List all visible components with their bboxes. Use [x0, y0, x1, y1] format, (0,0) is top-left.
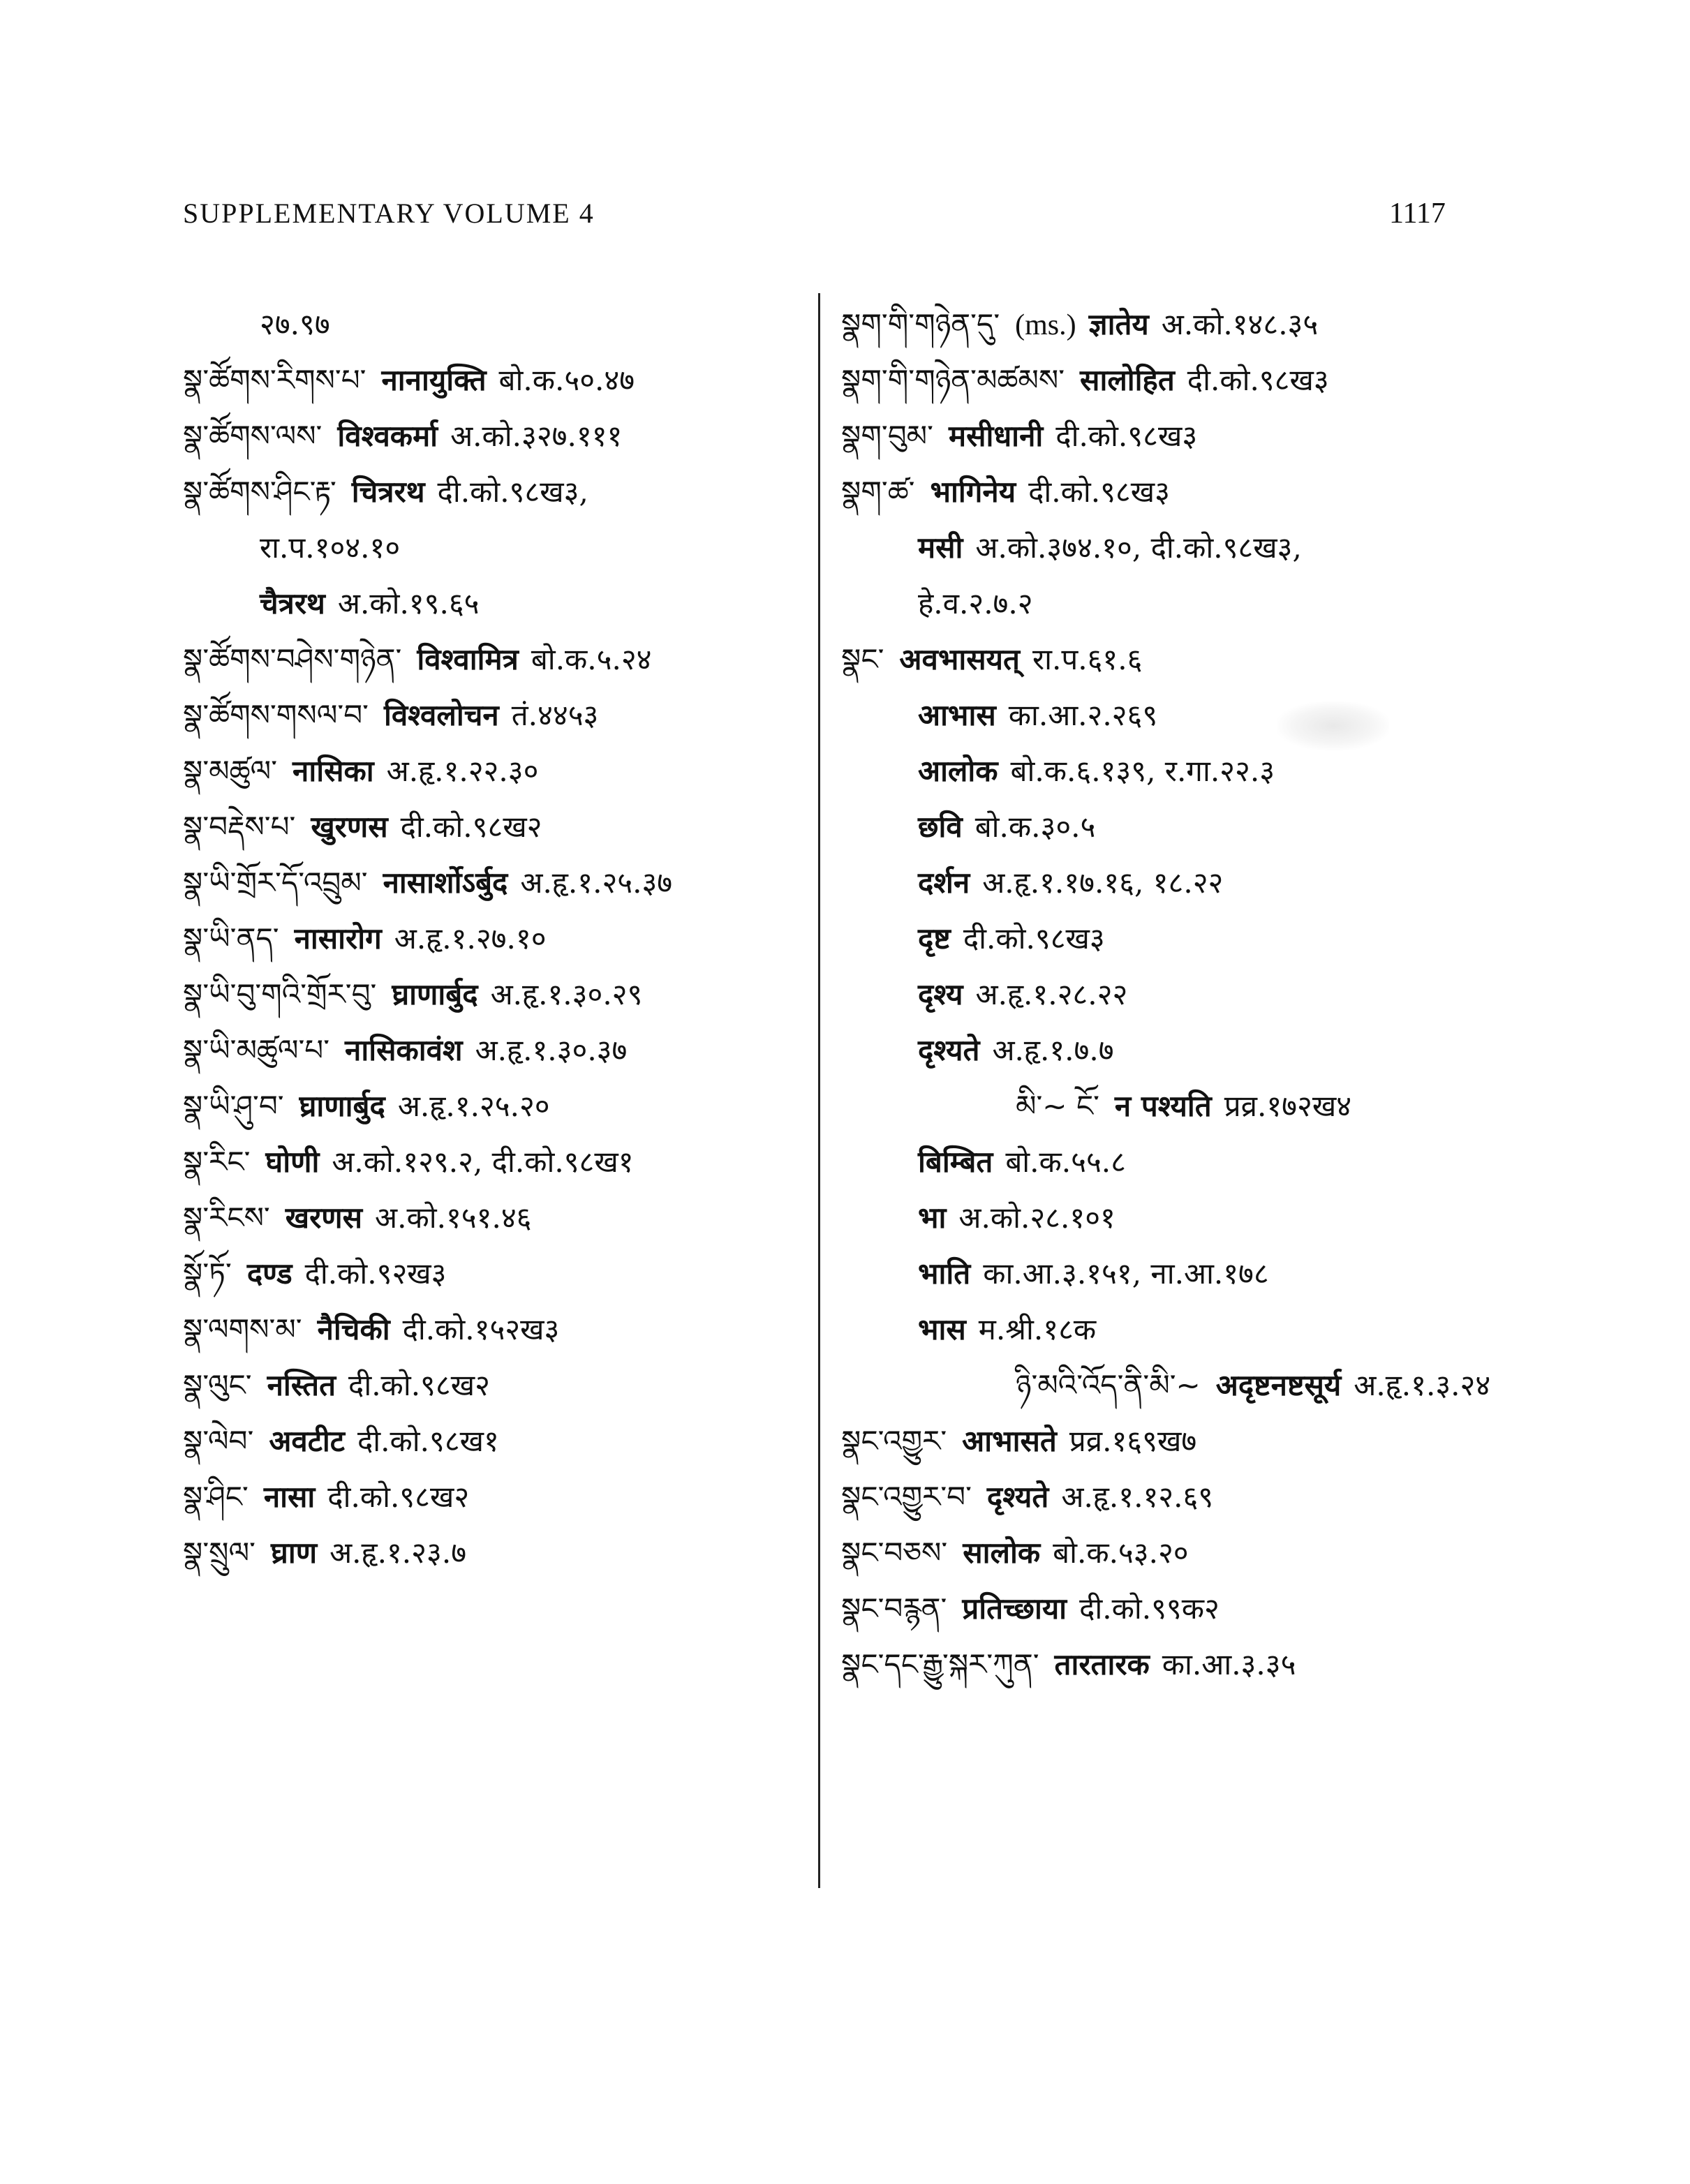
- running-header: SUPPLEMENTARY VOLUME 4: [183, 198, 595, 229]
- tibetan-headword: སྣ་ཚོགས་རིགས་པ་: [183, 363, 366, 397]
- sanskrit-equivalent: तारतारक: [1054, 1647, 1150, 1681]
- sanskrit-equivalent: आभासते: [962, 1424, 1057, 1458]
- tibetan-headword: སྣ་ཤིང་: [183, 1480, 249, 1514]
- sanskrit-equivalent: विश्वकर्मा: [337, 419, 438, 453]
- tibetan-headword: ཉི་མའི་འོད་ནི་མི་~: [1016, 1368, 1201, 1402]
- source-reference: तं.४४५३: [511, 698, 599, 732]
- source-reference: अ.को.१४८.३५: [1161, 307, 1319, 341]
- dictionary-entry: [841, 408, 1539, 464]
- source-reference: का.आ.२.२६९: [1008, 698, 1158, 732]
- dictionary-entry: [841, 1023, 1539, 1078]
- dictionary-entry: [841, 1637, 1539, 1693]
- dictionary-entry: [841, 911, 1539, 967]
- dictionary-entry: [183, 632, 811, 688]
- dictionary-entry: [183, 1023, 811, 1078]
- dictionary-entry: [841, 464, 1539, 520]
- scan-smudge: [1277, 701, 1389, 750]
- source-reference: म.श्री.१८क: [978, 1312, 1097, 1346]
- tibetan-headword: སྣང་བཅས་: [841, 1536, 948, 1570]
- entry-note: (ms.): [1015, 309, 1076, 341]
- dictionary-entry: [841, 1246, 1539, 1302]
- source-reference: दी.को.१५२ख३: [402, 1312, 560, 1346]
- sanskrit-equivalent: खरणस: [285, 1201, 363, 1235]
- tibetan-headword: སྣང་: [841, 642, 884, 676]
- sanskrit-equivalent: नासारोग: [294, 921, 382, 956]
- dictionary-entry: [183, 743, 811, 799]
- sanskrit-equivalent: विश्वलोचन: [383, 698, 499, 732]
- tibetan-headword: སྣག་གི་གཉེན་དུ་: [841, 307, 1000, 341]
- sanskrit-equivalent: भा: [918, 1201, 947, 1235]
- sanskrit-equivalent: दृश्यते: [918, 1033, 980, 1067]
- source-reference: अ.हृ.१.७.७: [992, 1033, 1114, 1067]
- tibetan-headword: སྣོ་ཏོ་: [183, 1256, 232, 1291]
- dictionary-entry: [183, 576, 811, 632]
- tibetan-headword: སྣ་ཡི་ནད་: [183, 921, 279, 956]
- dictionary-entry: [183, 520, 811, 576]
- source-reference: अ.हृ.१.२५.२०: [397, 1089, 550, 1123]
- source-reference: अ.को.३७४.१०, दी.को.९८ख३,: [975, 530, 1302, 565]
- source-reference: अ.को.३२७.१११: [450, 419, 623, 453]
- dictionary-entry: [841, 1134, 1539, 1190]
- dictionary-entry: [841, 1190, 1539, 1246]
- tibetan-headword: སྣ་ལགས་མ་: [183, 1312, 302, 1346]
- dictionary-entry: [183, 1246, 811, 1302]
- tibetan-headword: སྣ་ཚོགས་གསལ་བ་: [183, 698, 369, 732]
- tibetan-headword: སྣ་རིངས་: [183, 1201, 270, 1235]
- source-reference: अ.हृ.१.२८.२२: [975, 977, 1128, 1011]
- tibetan-headword: སྣག་ཚ་: [841, 475, 915, 509]
- tibetan-headword: སྣ་ཡི་ཤུ་བ་: [183, 1089, 284, 1123]
- source-reference: रा.प.६१.६: [1032, 642, 1143, 676]
- source-reference: अ.को.२८.१०१: [958, 1201, 1115, 1235]
- sanskrit-equivalent: खुरणस: [311, 810, 388, 844]
- dictionary-entry: [841, 1469, 1539, 1525]
- sanskrit-equivalent: नासा: [263, 1480, 316, 1514]
- left-column: [183, 297, 811, 1581]
- sanskrit-equivalent: विश्वामित्र: [417, 642, 519, 676]
- tibetan-headword: སྣ་ཚོགས་བཤེས་གཉེན་: [183, 642, 402, 676]
- tibetan-headword: སྣ་མཚུལ་: [183, 754, 278, 788]
- sanskrit-equivalent: घोणी: [265, 1145, 320, 1179]
- dictionary-entry: [183, 1190, 811, 1246]
- sanskrit-equivalent: नासार्शोऽर्बुद: [383, 866, 508, 900]
- sanskrit-equivalent: भास: [918, 1312, 966, 1346]
- source-reference: बो.क.५.२४: [531, 642, 652, 676]
- dictionary-entry: [183, 855, 811, 911]
- source-reference: अ.हृ.१.१७.१६, १८.२२: [982, 866, 1224, 900]
- sanskrit-equivalent: सालोहित: [1080, 363, 1175, 397]
- sanskrit-equivalent: दृष्ट: [918, 921, 951, 956]
- source-reference: दी.को.९८ख१: [357, 1424, 499, 1458]
- source-reference: दी.को.९९क२: [1079, 1591, 1220, 1626]
- sanskrit-equivalent: नैचिकी: [317, 1312, 390, 1346]
- dictionary-entry: [183, 967, 811, 1023]
- dictionary-entry: [183, 352, 811, 408]
- sanskrit-equivalent: अवटीट: [269, 1424, 345, 1458]
- dictionary-entry: [841, 743, 1539, 799]
- source-reference: का.आ.३.१५१, ना.आ.१७८: [983, 1256, 1269, 1291]
- dictionary-entry: [183, 911, 811, 967]
- tibetan-headword: སྣ་རིང་: [183, 1145, 251, 1179]
- dictionary-entry: [841, 297, 1539, 352]
- dictionary-entry: [841, 967, 1539, 1023]
- source-reference: का.आ.३.३५: [1162, 1647, 1296, 1681]
- source-reference: प्रव्र.१७२ख४: [1224, 1089, 1352, 1123]
- tibetan-headword: སྣང་འགྱུར་བ་: [841, 1480, 972, 1514]
- page-number: 1117: [1389, 198, 1446, 230]
- dictionary-entry: [841, 1581, 1539, 1637]
- source-reference: अ.को.१९.६५: [337, 586, 480, 621]
- source-reference: प्रव्र.१६९ख७: [1069, 1424, 1197, 1458]
- column-divider: [818, 293, 820, 1888]
- sanskrit-equivalent: प्रतिच्छाया: [962, 1591, 1067, 1626]
- tibetan-headword: སྣང་བརྙན་: [841, 1591, 947, 1626]
- source-reference: दी.को.९२ख३: [304, 1256, 447, 1291]
- sanskrit-equivalent: छवि: [918, 810, 963, 844]
- sanskrit-equivalent: दर्शन: [918, 866, 970, 900]
- tibetan-headword: སྣང་འགྱུར་: [841, 1424, 947, 1458]
- dictionary-entry: [841, 632, 1539, 688]
- source-reference: अ.को.१२९.२, दी.को.९८ख१: [332, 1145, 634, 1179]
- tibetan-headword: སྣག་གི་གཉེན་མཚམས་: [841, 363, 1065, 397]
- source-reference: २७.९७: [260, 307, 330, 341]
- sanskrit-equivalent: नस्तित: [267, 1368, 336, 1402]
- tibetan-headword: སྣ་བརྡེས་པ་: [183, 810, 296, 844]
- source-reference: अ.को.१५१.४६: [375, 1201, 532, 1235]
- dictionary-entry: [841, 1525, 1539, 1581]
- right-column: [841, 297, 1539, 1693]
- tibetan-headword: མི་~ ངོ་: [1016, 1089, 1099, 1123]
- sanskrit-equivalent: भागिनेय: [930, 475, 1016, 509]
- dictionary-entry: [841, 855, 1539, 911]
- source-reference: दी.को.९८ख३: [1187, 363, 1329, 397]
- sanskrit-equivalent: आभास: [918, 698, 996, 732]
- dictionary-entry: [183, 1302, 811, 1358]
- sanskrit-equivalent: चैत्ररथ: [260, 586, 325, 621]
- dictionary-entry: [183, 1525, 811, 1581]
- dictionary-entry: [841, 1358, 1539, 1413]
- tibetan-headword: སྣག་བུམ་: [841, 419, 933, 453]
- sanskrit-equivalent: दण्ड: [246, 1256, 292, 1291]
- source-reference: दी.को.९८ख२: [327, 1480, 470, 1514]
- dictionary-entry: [841, 576, 1539, 632]
- tibetan-headword: སྣ་ཡི་གྲོར་དོ་འབྲུམ་: [183, 866, 368, 900]
- dictionary-entry: [183, 297, 811, 352]
- sanskrit-equivalent: आलोक: [918, 754, 998, 788]
- source-reference: दी.को.९८ख२: [400, 810, 542, 844]
- sanskrit-equivalent: भाति: [918, 1256, 971, 1291]
- sanskrit-equivalent: मसी: [918, 530, 963, 565]
- dictionary-entry: [841, 1413, 1539, 1469]
- source-reference: बो.क.६.१३९, र.गा.२२.३: [1010, 754, 1275, 788]
- sanskrit-equivalent: अदृष्टनष्टसूर्य: [1215, 1368, 1342, 1402]
- dictionary-entry: [183, 1358, 811, 1413]
- source-reference: अ.हृ.१.२२.३०: [386, 754, 539, 788]
- sanskrit-equivalent: नासिका: [292, 754, 374, 788]
- source-reference: बो.क.३०.५: [974, 810, 1096, 844]
- source-reference: अ.हृ.१.२३.७: [329, 1536, 467, 1570]
- source-reference: अ.हृ.१.३०.२९: [490, 977, 643, 1011]
- source-reference: बो.क.५५.८: [1005, 1145, 1127, 1179]
- sanskrit-equivalent: घ्राणार्बुद: [299, 1089, 385, 1123]
- tibetan-headword: སྣང་དང་རྒྱུ་སྐར་ཀུན་: [841, 1647, 1039, 1681]
- source-reference: अ.हृ.१.२७.१०: [394, 921, 547, 956]
- source-reference: दी.को.९८ख२: [348, 1368, 490, 1402]
- sanskrit-equivalent: अवभासयत्: [899, 642, 1020, 676]
- sanskrit-equivalent: नानायुक्ति: [381, 363, 487, 397]
- sanskrit-equivalent: न पश्यति: [1114, 1089, 1212, 1123]
- dictionary-entry: [183, 1134, 811, 1190]
- source-reference: बो.क.५३.२०: [1053, 1536, 1189, 1570]
- source-reference: दी.को.९८ख३: [1055, 419, 1198, 453]
- tibetan-headword: སྣ་ཚོགས་ལས་: [183, 419, 323, 453]
- sanskrit-equivalent: नासिकावंश: [345, 1033, 463, 1067]
- dictionary-entry: [183, 1469, 811, 1525]
- source-reference: अ.हृ.१.३.२४: [1354, 1368, 1491, 1402]
- tibetan-headword: སྣ་ཚོགས་ཤིང་རྟ་: [183, 475, 336, 509]
- source-reference: दी.को.९८ख३,: [437, 475, 588, 509]
- source-reference: अ.हृ.१.३०.३७: [475, 1033, 628, 1067]
- sanskrit-equivalent: दृश्य: [918, 977, 963, 1011]
- dictionary-entry: [183, 1413, 811, 1469]
- source-reference: दी.को.९८ख३: [1028, 475, 1170, 509]
- sanskrit-equivalent: बिम्बित: [918, 1145, 993, 1179]
- dictionary-entry: [183, 688, 811, 743]
- dictionary-entry: [183, 408, 811, 464]
- dictionary-entry: [841, 352, 1539, 408]
- source-reference: अ.हृ.१.१२.६९: [1061, 1480, 1214, 1514]
- tibetan-headword: སྣ་ཡི་བུ་གའི་གྲོར་བུ་: [183, 977, 377, 1011]
- sanskrit-equivalent: ज्ञातेय: [1088, 307, 1149, 341]
- dictionary-entry: [841, 1302, 1539, 1358]
- sanskrit-equivalent: मसीधानी: [948, 419, 1044, 453]
- tibetan-headword: སྣ་ལུང་: [183, 1368, 252, 1402]
- sanskrit-equivalent: सालोक: [963, 1536, 1041, 1570]
- sanskrit-equivalent: घ्राणार्बुद: [392, 977, 478, 1011]
- tibetan-headword: སྣ་ཡི་མཚུལ་པ་: [183, 1033, 330, 1067]
- dictionary-entry: [841, 688, 1539, 743]
- dictionary-entry: [841, 799, 1539, 855]
- source-reference: दी.को.९८ख३: [963, 921, 1105, 956]
- dictionary-entry: [183, 799, 811, 855]
- tibetan-headword: སྣ་སྲུལ་: [183, 1536, 255, 1570]
- dictionary-entry: [841, 1078, 1539, 1134]
- sanskrit-equivalent: दृश्यते: [986, 1480, 1049, 1514]
- sanskrit-equivalent: घ्राण: [271, 1536, 318, 1570]
- source-reference: बो.क.५०.४७: [498, 363, 635, 397]
- dictionary-entry: [183, 1078, 811, 1134]
- dictionary-entry: [183, 464, 811, 520]
- sanskrit-equivalent: चित्ररथ: [351, 475, 425, 509]
- source-reference: रा.प.१०४.१०: [260, 530, 401, 565]
- tibetan-headword: སྣ་ལེབ་: [183, 1424, 254, 1458]
- source-reference: हे.व.२.७.२: [918, 586, 1033, 621]
- source-reference: अ.हृ.१.२५.३७: [520, 866, 673, 900]
- dictionary-entry: [841, 520, 1539, 576]
